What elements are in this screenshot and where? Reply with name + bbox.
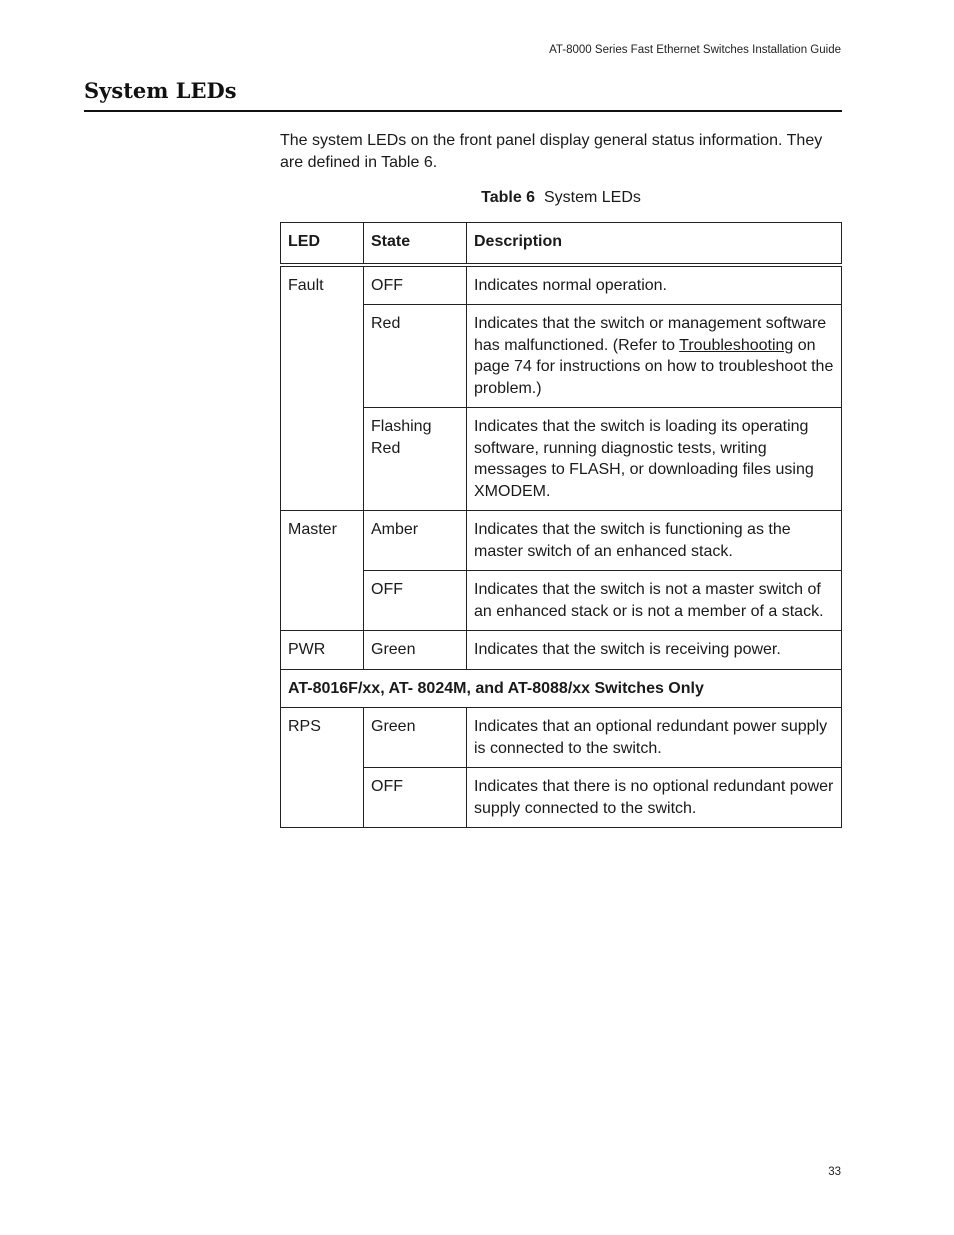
state-cell: Green (364, 631, 467, 670)
column-header-description: Description (467, 223, 842, 265)
state-cell: OFF (364, 571, 467, 631)
table-row (281, 265, 842, 305)
table-span-row (281, 669, 842, 708)
switch-models-note: AT-8016F/xx, AT- 8024M, and AT-8088/xx Switches Only (281, 669, 842, 708)
table-row (281, 511, 842, 571)
description-cell (467, 305, 842, 408)
running-header: AT-8000 Series Fast Ethernet Switches Installation Guide (549, 44, 841, 56)
description-cell: Indicates that the switch is not a master switch of an enhanced stack or is not a member of a stack. (467, 571, 842, 631)
description-text: on page 74 for instructions on how to troubleshoot the problem.) (474, 336, 834, 397)
state-cell: Amber (364, 511, 467, 571)
state-cell: Flashing Red (364, 408, 467, 511)
led-name-pwr: PWR (281, 631, 364, 670)
description-cell: Indicates that an optional redundant power supply is connected to the switch. (467, 708, 842, 768)
page-number: 33 (828, 1166, 841, 1178)
table-row (281, 408, 842, 511)
table-row (281, 305, 842, 408)
state-cell: OFF (364, 768, 467, 828)
state-cell: OFF (364, 265, 467, 305)
intro-paragraph: The system LEDs on the front panel display general status information. They are defined in Table 6. (280, 132, 823, 171)
troubleshooting-link[interactable]: Troubleshooting (679, 336, 794, 354)
led-name-master: Master (281, 511, 364, 631)
column-header-led: LED (281, 223, 364, 265)
description-cell: Indicates that the switch is loading its operating software, running diagnostic tests, writing messages to FLASH, or downloading files using XMODEM. (467, 408, 842, 511)
description-cell: Indicates that the switch is functioning as the master switch of an enhanced stack. (467, 511, 842, 571)
state-cell: Red (364, 305, 467, 408)
section-title: System LEDs (84, 78, 237, 103)
led-name-rps: RPS (281, 708, 364, 828)
description-cell: Indicates normal operation. (467, 265, 842, 305)
table-row (281, 708, 842, 768)
led-name-fault: Fault (281, 265, 364, 511)
state-cell: Green (364, 708, 467, 768)
table-caption (280, 189, 842, 207)
table-row (281, 571, 842, 631)
table-header-row (281, 223, 842, 265)
system-leds-table (280, 222, 842, 828)
table-caption-title: System LEDs (543, 189, 641, 206)
table-row (281, 631, 842, 670)
description-text: Indicates that the switch or management software has malfunctioned. (Refer to (474, 315, 827, 354)
table-caption-label: Table 6 (481, 189, 536, 206)
table-row (281, 768, 842, 828)
description-cell: Indicates that there is no optional redundant power supply connected to the switch. (467, 768, 842, 828)
column-header-state: State (364, 223, 467, 265)
description-cell: Indicates that the switch is receiving power. (467, 631, 842, 670)
title-rule (84, 110, 842, 112)
